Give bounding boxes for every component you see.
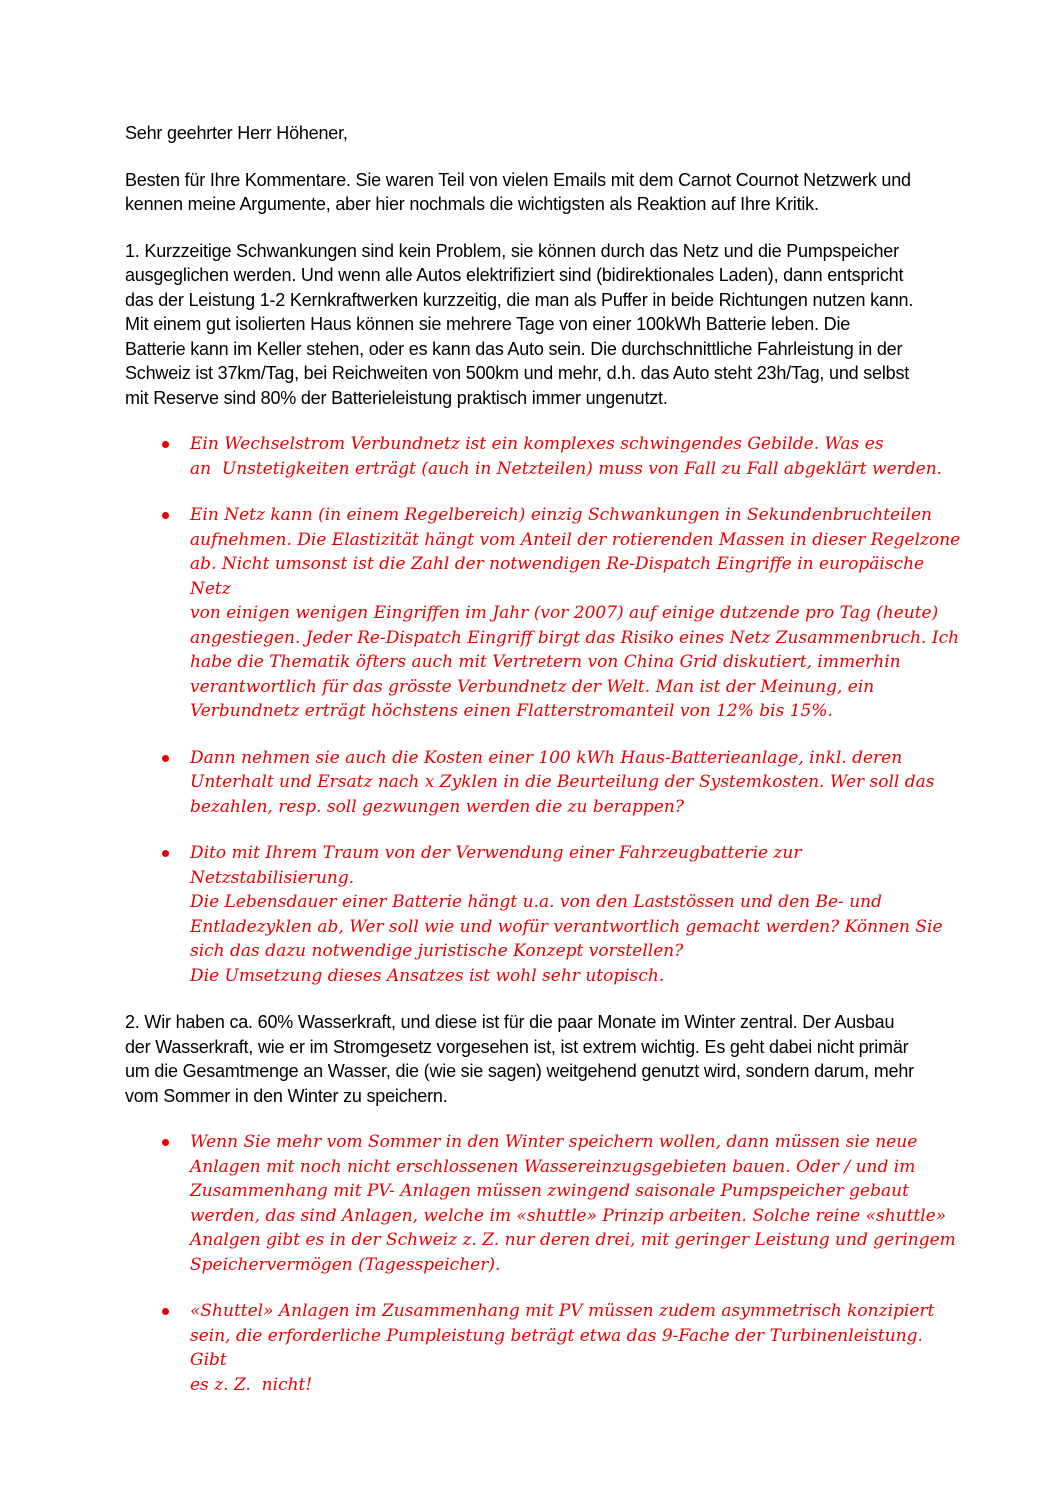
bullet-text: Dann nehmen sie auch die Kosten einer 100 kWh Haus-Batterieanlage, inkl. deren Unterhalt und Ersatz nach x Zyklen in die Beurteilung der Systemkosten. Wer soll das bezahlen, resp. soll gezwungen werden die zu berappen? <box>190 747 935 817</box>
salutation-line: Sehr geehrter Herr Höhener, <box>125 123 348 143</box>
bullet-item-5 <box>125 1130 962 1277</box>
bullet-marker-icon <box>162 441 169 448</box>
bullet-text: Dito mit Ihrem Traum von der Verwendung einer Fahrzeugbatterie zur Netzstabilisierung. Die Lebensdauer einer Batterie hängt u.a. von den Laststössen und den Be- und Entladezyklen ab, Wer soll wie und wofür verantwortlich gemacht werden? Können Sie sich das dazu notwendige juristische Konzept vorstellen? Die Umsetzung dieses Ansatzes ist wohl sehr utopisch. <box>190 843 943 986</box>
bullet-marker-icon <box>162 512 169 519</box>
bullet-text: Ein Netz kann (in einem Regelbereich) einzig Schwankungen in Sekundenbruchteilen aufnehmen. Die Elastizität hängt vom Anteil der rotierenden Massen in dieser Regelzone ab. Nicht umsonst ist die Zahl der notwendigen Re-Dispatch Eingriffe in europäische Netz von einigen wenigen Eingriffen im Jahr (vor 2007) auf einige dutzende pro Tag (heute) angestiegen. Jeder Re-Dispatch Eingriff birgt das Risiko eines Netz Zusammenbruch. Ich habe die Thematik öfters auch mit Vertretern von China Grid diskutiert, immerhin verantwortlich für das grösste Verbundnetz der Welt. Man ist der Meinung, ein Verbundnetz erträgt höchstens einen Flatterstromanteil von 12% bis 15%. <box>190 505 961 721</box>
bullet-marker-icon <box>162 1308 169 1315</box>
bullet-item-1 <box>125 432 962 481</box>
bullet-text: «Shuttel» Anlagen im Zusammenhang mit PV müssen zudem asymmetrisch konzipiert sein, die erforderliche Pumpleistung beträgt etwa das 9-Fache der Turbinenleistung. Gibt es z. Z. nicht! <box>190 1301 935 1395</box>
bullet-text: Ein Wechselstrom Verbundnetz ist ein komplexes schwingendes Gebilde. Was es an Unstetigkeiten erträgt (auch in Netzteilen) muss von Fall zu Fall abgeklärt werden. <box>190 434 943 479</box>
bullet-marker-icon <box>162 1139 169 1146</box>
argument-2-bullet-list <box>125 1130 962 1397</box>
argument-1-paragraph: 1. Kurzzeitige Schwankungen sind kein Problem, sie können durch das Netz und die Pumpspeicher ausgeglichen werden. Und wenn alle Autos elektrifiziert sind (bidirektionales Laden), dann entspricht das der Leistung 1-2 Kernkraftwerken kurzzeitig, die man als Puffer in beide Richtungen nutzen kann. Mit einem gut isolierten Haus können sie mehrere Tage von einer 100kWh Batterie leben. Die Batterie kann im Keller stehen, oder es kann das Auto sein. Die durchschnittliche Fahrleistung in der Schweiz ist 37km/Tag, bei Reichweiten von 500km und mehr, d.h. das Auto steht 23h/Tag, und selbst mit Reserve sind 80% der Batterieleistung praktisch immer ungenutzt. <box>125 240 914 408</box>
bullet-item-3 <box>125 746 962 820</box>
argument-1-bullet-list <box>125 432 962 988</box>
bullet-item-4 <box>125 841 962 988</box>
bullet-text: Wenn Sie mehr vom Sommer in den Winter speichern wollen, dann müssen sie neue Anlagen mit noch nicht erschlossenen Wassereinzugsgebieten bauen. Oder / und im Zusammenhang mit PV- Anlagen müssen zwingend saisonale Pumpspeicher gebaut werden, das sind Anlagen, welche im «shuttle» Prinzip arbeiten. Solche reine «shuttle» Analgen gibt es in der Schweiz z. Z. nur deren drei, mit geringer Leistung und geringem Speichervermögen (Tagesspeicher). <box>190 1132 956 1275</box>
bullet-marker-icon <box>162 755 169 762</box>
bullet-item-6 <box>125 1299 962 1397</box>
intro-paragraph: Besten für Ihre Kommentare. Sie waren Teil von vielen Emails mit dem Carnot Cournot Netzwerk und kennen meine Argumente, aber hier nochmals die wichtigsten als Reaktion auf Ihre Kritik. <box>125 169 911 214</box>
bullet-marker-icon <box>162 850 169 857</box>
argument-2-paragraph: 2. Wir haben ca. 60% Wasserkraft, und diese ist für die paar Monate im Winter zentral. Der Ausbau der Wasserkraft, wie er im Stromgesetz vorgesehen ist, ist extrem wichtig. Es geht dabei nicht primär um die Gesamtmenge an Wasser, die (wie sie sagen) weitgehend genutzt wird, sondern darum, mehr vom Sommer in den Winter zu speichern. <box>125 1012 914 1106</box>
bullet-item-2 <box>125 503 962 724</box>
